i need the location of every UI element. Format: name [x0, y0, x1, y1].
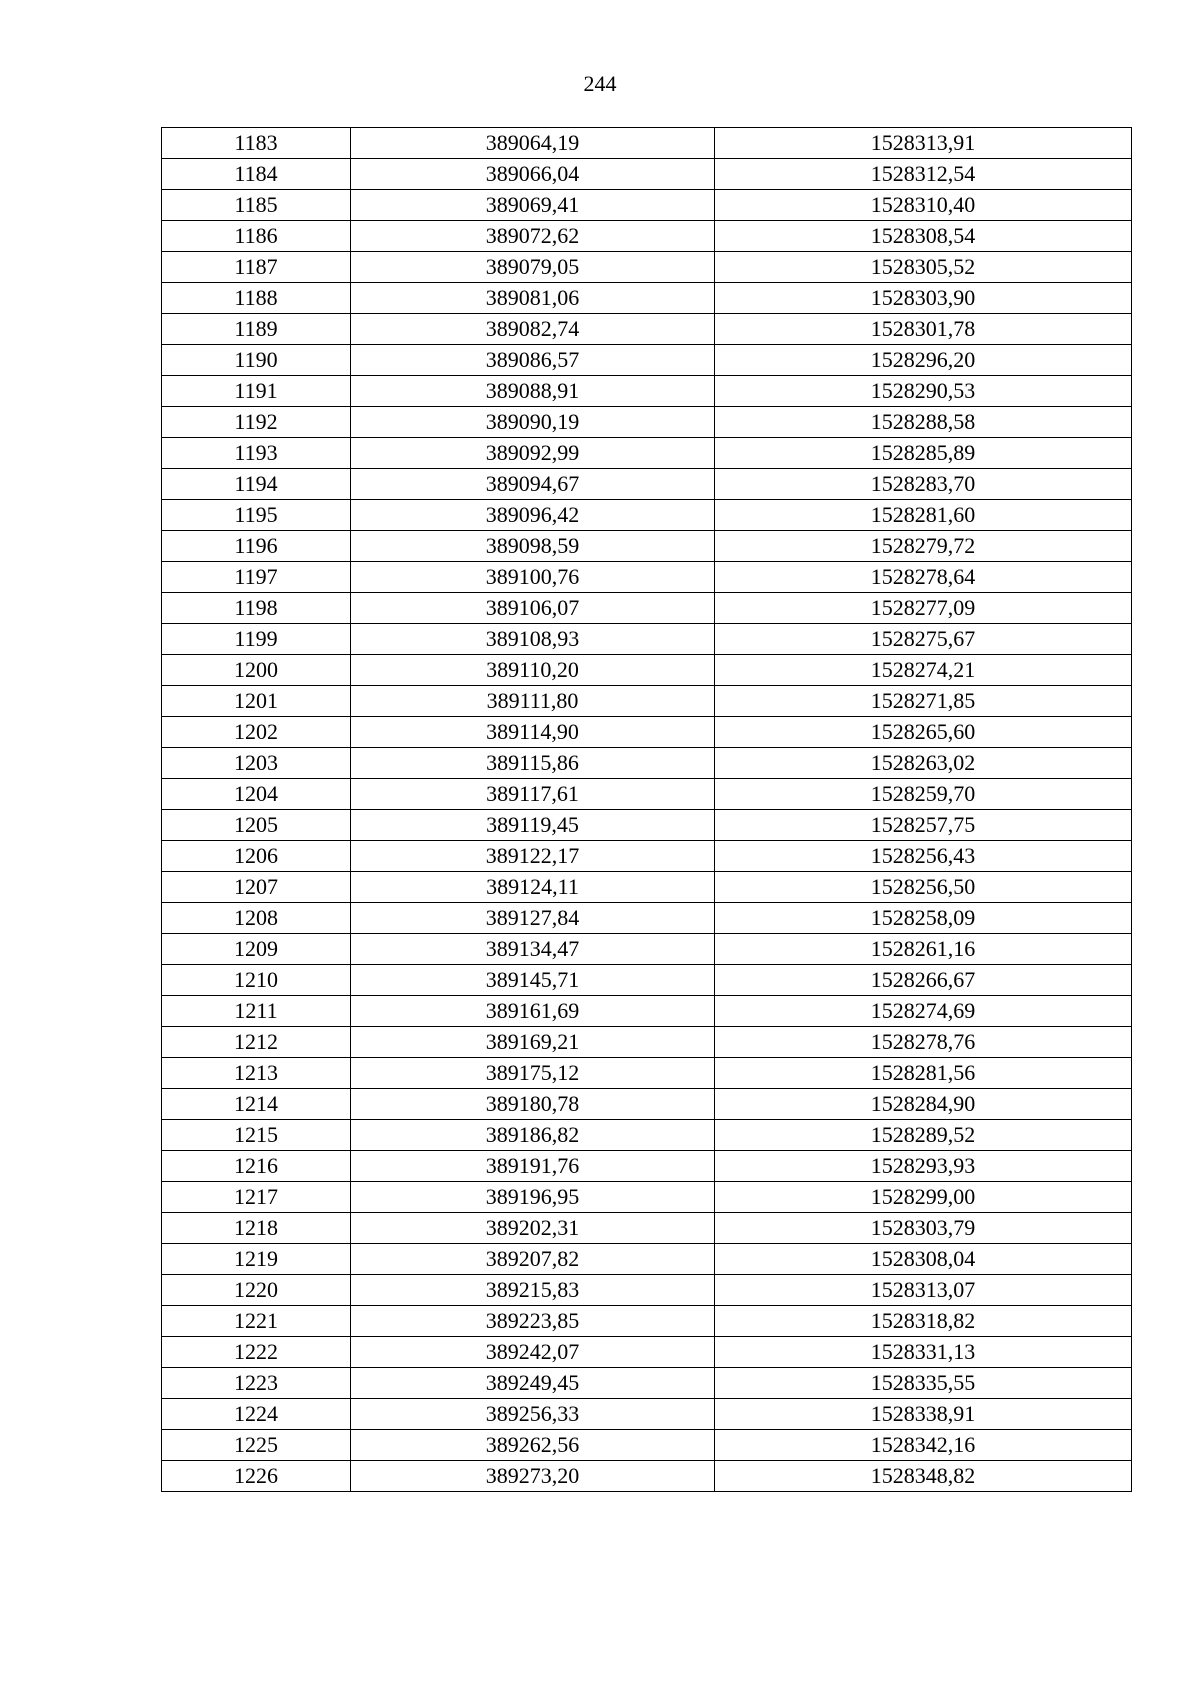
x-coordinate-cell: 389069,41	[351, 190, 715, 221]
x-coordinate-cell: 389119,45	[351, 810, 715, 841]
table-row	[162, 965, 1132, 996]
y-coordinate-cell: 1528261,16	[715, 934, 1132, 965]
table-row	[162, 841, 1132, 872]
x-coordinate-cell: 389124,11	[351, 872, 715, 903]
point-number-cell: 1195	[162, 500, 351, 531]
point-number-cell: 1203	[162, 748, 351, 779]
x-coordinate-cell: 389215,83	[351, 1275, 715, 1306]
table-row	[162, 438, 1132, 469]
point-number-cell: 1223	[162, 1368, 351, 1399]
x-coordinate-cell: 389180,78	[351, 1089, 715, 1120]
table-row	[162, 407, 1132, 438]
table-row	[162, 1306, 1132, 1337]
y-coordinate-cell: 1528266,67	[715, 965, 1132, 996]
x-coordinate-cell: 389207,82	[351, 1244, 715, 1275]
x-coordinate-cell: 389096,42	[351, 500, 715, 531]
y-coordinate-cell: 1528258,09	[715, 903, 1132, 934]
y-coordinate-cell: 1528257,75	[715, 810, 1132, 841]
point-number-cell: 1216	[162, 1151, 351, 1182]
y-coordinate-cell: 1528313,07	[715, 1275, 1132, 1306]
table-row	[162, 872, 1132, 903]
table-row	[162, 1275, 1132, 1306]
table-row	[162, 810, 1132, 841]
table-row	[162, 1213, 1132, 1244]
table-row	[162, 903, 1132, 934]
table-row	[162, 717, 1132, 748]
y-coordinate-cell: 1528296,20	[715, 345, 1132, 376]
point-number-cell: 1210	[162, 965, 351, 996]
table-row	[162, 1368, 1132, 1399]
y-coordinate-cell: 1528274,21	[715, 655, 1132, 686]
y-coordinate-cell: 1528348,82	[715, 1461, 1132, 1492]
x-coordinate-cell: 389242,07	[351, 1337, 715, 1368]
x-coordinate-cell: 389098,59	[351, 531, 715, 562]
table-row	[162, 128, 1132, 159]
x-coordinate-cell: 389161,69	[351, 996, 715, 1027]
y-coordinate-cell: 1528310,40	[715, 190, 1132, 221]
y-coordinate-cell: 1528278,76	[715, 1027, 1132, 1058]
coordinates-table	[161, 127, 1132, 1492]
point-number-cell: 1207	[162, 872, 351, 903]
point-number-cell: 1189	[162, 314, 351, 345]
point-number-cell: 1226	[162, 1461, 351, 1492]
table-row	[162, 779, 1132, 810]
table-row	[162, 159, 1132, 190]
table-row	[162, 1151, 1132, 1182]
table-row	[162, 190, 1132, 221]
y-coordinate-cell: 1528301,78	[715, 314, 1132, 345]
table-row	[162, 996, 1132, 1027]
point-number-cell: 1197	[162, 562, 351, 593]
point-number-cell: 1219	[162, 1244, 351, 1275]
point-number-cell: 1213	[162, 1058, 351, 1089]
y-coordinate-cell: 1528279,72	[715, 531, 1132, 562]
table-row	[162, 283, 1132, 314]
y-coordinate-cell: 1528305,52	[715, 252, 1132, 283]
y-coordinate-cell: 1528338,91	[715, 1399, 1132, 1430]
table-row	[162, 934, 1132, 965]
x-coordinate-cell: 389191,76	[351, 1151, 715, 1182]
x-coordinate-cell: 389202,31	[351, 1213, 715, 1244]
coordinates-table-body	[162, 128, 1132, 1492]
x-coordinate-cell: 389064,19	[351, 128, 715, 159]
x-coordinate-cell: 389196,95	[351, 1182, 715, 1213]
y-coordinate-cell: 1528331,13	[715, 1337, 1132, 1368]
point-number-cell: 1183	[162, 128, 351, 159]
y-coordinate-cell: 1528271,85	[715, 686, 1132, 717]
y-coordinate-cell: 1528265,60	[715, 717, 1132, 748]
y-coordinate-cell: 1528284,90	[715, 1089, 1132, 1120]
x-coordinate-cell: 389249,45	[351, 1368, 715, 1399]
point-number-cell: 1220	[162, 1275, 351, 1306]
x-coordinate-cell: 389186,82	[351, 1120, 715, 1151]
table-row	[162, 1461, 1132, 1492]
x-coordinate-cell: 389100,76	[351, 562, 715, 593]
point-number-cell: 1221	[162, 1306, 351, 1337]
y-coordinate-cell: 1528285,89	[715, 438, 1132, 469]
x-coordinate-cell: 389114,90	[351, 717, 715, 748]
table-row	[162, 1058, 1132, 1089]
x-coordinate-cell: 389079,05	[351, 252, 715, 283]
y-coordinate-cell: 1528277,09	[715, 593, 1132, 624]
x-coordinate-cell: 389127,84	[351, 903, 715, 934]
x-coordinate-cell: 389117,61	[351, 779, 715, 810]
x-coordinate-cell: 389108,93	[351, 624, 715, 655]
point-number-cell: 1186	[162, 221, 351, 252]
point-number-cell: 1201	[162, 686, 351, 717]
point-number-cell: 1208	[162, 903, 351, 934]
y-coordinate-cell: 1528256,43	[715, 841, 1132, 872]
y-coordinate-cell: 1528312,54	[715, 159, 1132, 190]
table-row	[162, 593, 1132, 624]
x-coordinate-cell: 389262,56	[351, 1430, 715, 1461]
y-coordinate-cell: 1528290,53	[715, 376, 1132, 407]
y-coordinate-cell: 1528278,64	[715, 562, 1132, 593]
table-row	[162, 686, 1132, 717]
x-coordinate-cell: 389273,20	[351, 1461, 715, 1492]
x-coordinate-cell: 389081,06	[351, 283, 715, 314]
point-number-cell: 1198	[162, 593, 351, 624]
table-row	[162, 1182, 1132, 1213]
y-coordinate-cell: 1528293,93	[715, 1151, 1132, 1182]
point-number-cell: 1194	[162, 469, 351, 500]
y-coordinate-cell: 1528313,91	[715, 128, 1132, 159]
y-coordinate-cell: 1528275,67	[715, 624, 1132, 655]
y-coordinate-cell: 1528281,60	[715, 500, 1132, 531]
point-number-cell: 1206	[162, 841, 351, 872]
page-number: 244	[583, 71, 617, 96]
x-coordinate-cell: 389106,07	[351, 593, 715, 624]
point-number-cell: 1192	[162, 407, 351, 438]
x-coordinate-cell: 389223,85	[351, 1306, 715, 1337]
table-row	[162, 1089, 1132, 1120]
y-coordinate-cell: 1528288,58	[715, 407, 1132, 438]
point-number-cell: 1224	[162, 1399, 351, 1430]
point-number-cell: 1217	[162, 1182, 351, 1213]
y-coordinate-cell: 1528259,70	[715, 779, 1132, 810]
point-number-cell: 1193	[162, 438, 351, 469]
x-coordinate-cell: 389092,99	[351, 438, 715, 469]
x-coordinate-cell: 389175,12	[351, 1058, 715, 1089]
table-row	[162, 748, 1132, 779]
y-coordinate-cell: 1528342,16	[715, 1430, 1132, 1461]
point-number-cell: 1184	[162, 159, 351, 190]
y-coordinate-cell: 1528289,52	[715, 1120, 1132, 1151]
table-row	[162, 1430, 1132, 1461]
x-coordinate-cell: 389169,21	[351, 1027, 715, 1058]
x-coordinate-cell: 389072,62	[351, 221, 715, 252]
point-number-cell: 1212	[162, 1027, 351, 1058]
point-number-cell: 1190	[162, 345, 351, 376]
point-number-cell: 1191	[162, 376, 351, 407]
table-row	[162, 500, 1132, 531]
point-number-cell: 1225	[162, 1430, 351, 1461]
x-coordinate-cell: 389088,91	[351, 376, 715, 407]
table-row	[162, 345, 1132, 376]
y-coordinate-cell: 1528303,90	[715, 283, 1132, 314]
x-coordinate-cell: 389122,17	[351, 841, 715, 872]
point-number-cell: 1204	[162, 779, 351, 810]
table-row	[162, 252, 1132, 283]
y-coordinate-cell: 1528318,82	[715, 1306, 1132, 1337]
x-coordinate-cell: 389094,67	[351, 469, 715, 500]
y-coordinate-cell: 1528299,00	[715, 1182, 1132, 1213]
table-row	[162, 221, 1132, 252]
x-coordinate-cell: 389090,19	[351, 407, 715, 438]
y-coordinate-cell: 1528283,70	[715, 469, 1132, 500]
y-coordinate-cell: 1528281,56	[715, 1058, 1132, 1089]
x-coordinate-cell: 389134,47	[351, 934, 715, 965]
x-coordinate-cell: 389115,86	[351, 748, 715, 779]
point-number-cell: 1211	[162, 996, 351, 1027]
table-row	[162, 531, 1132, 562]
table-row	[162, 562, 1132, 593]
point-number-cell: 1218	[162, 1213, 351, 1244]
y-coordinate-cell: 1528274,69	[715, 996, 1132, 1027]
point-number-cell: 1200	[162, 655, 351, 686]
point-number-cell: 1185	[162, 190, 351, 221]
y-coordinate-cell: 1528256,50	[715, 872, 1132, 903]
x-coordinate-cell: 389082,74	[351, 314, 715, 345]
table-row	[162, 1399, 1132, 1430]
point-number-cell: 1222	[162, 1337, 351, 1368]
table-row	[162, 314, 1132, 345]
x-coordinate-cell: 389111,80	[351, 686, 715, 717]
table-row	[162, 655, 1132, 686]
table-row	[162, 376, 1132, 407]
y-coordinate-cell: 1528335,55	[715, 1368, 1132, 1399]
point-number-cell: 1188	[162, 283, 351, 314]
x-coordinate-cell: 389256,33	[351, 1399, 715, 1430]
point-number-cell: 1202	[162, 717, 351, 748]
y-coordinate-cell: 1528308,54	[715, 221, 1132, 252]
table-row	[162, 1120, 1132, 1151]
table-row	[162, 1337, 1132, 1368]
point-number-cell: 1199	[162, 624, 351, 655]
y-coordinate-cell: 1528303,79	[715, 1213, 1132, 1244]
x-coordinate-cell: 389145,71	[351, 965, 715, 996]
point-number-cell: 1187	[162, 252, 351, 283]
point-number-cell: 1215	[162, 1120, 351, 1151]
x-coordinate-cell: 389066,04	[351, 159, 715, 190]
point-number-cell: 1205	[162, 810, 351, 841]
y-coordinate-cell: 1528308,04	[715, 1244, 1132, 1275]
point-number-cell: 1214	[162, 1089, 351, 1120]
x-coordinate-cell: 389086,57	[351, 345, 715, 376]
point-number-cell: 1196	[162, 531, 351, 562]
point-number-cell: 1209	[162, 934, 351, 965]
table-row	[162, 1244, 1132, 1275]
table-row	[162, 624, 1132, 655]
table-row	[162, 469, 1132, 500]
x-coordinate-cell: 389110,20	[351, 655, 715, 686]
y-coordinate-cell: 1528263,02	[715, 748, 1132, 779]
table-row	[162, 1027, 1132, 1058]
